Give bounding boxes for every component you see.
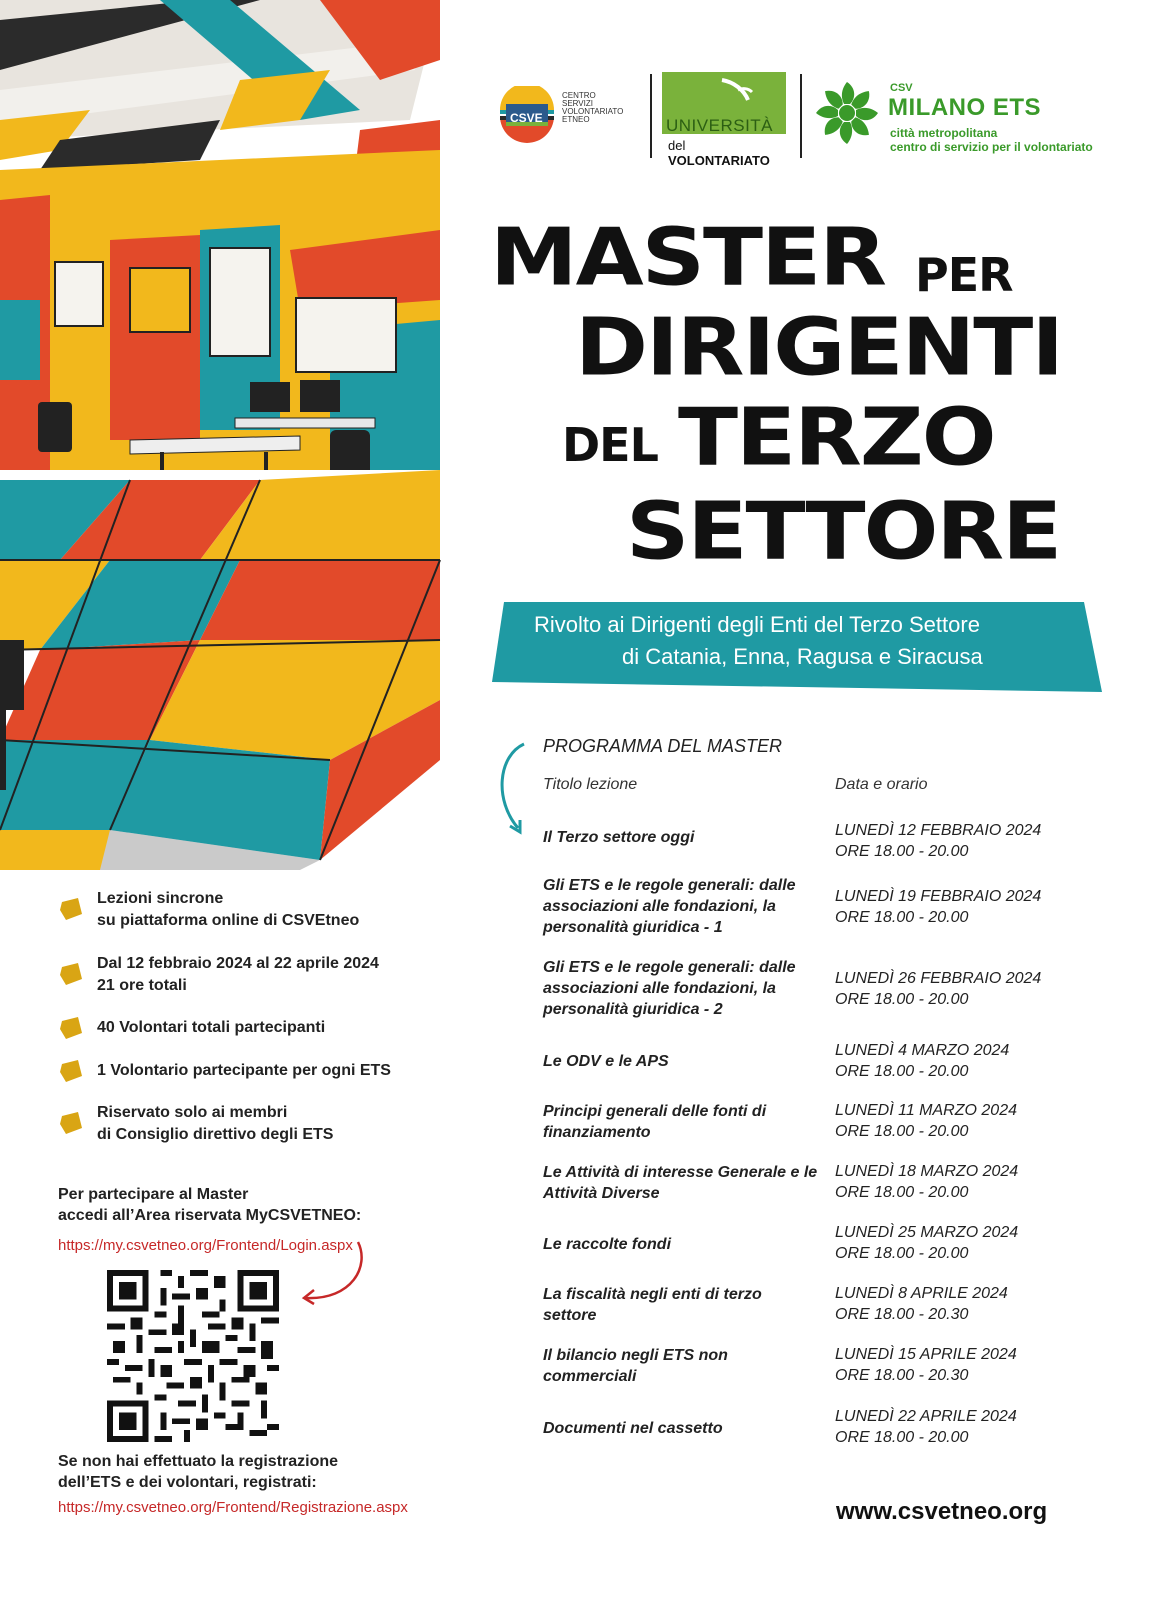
list-item-text [97, 888, 359, 932]
list-item-text [97, 1017, 325, 1039]
csve-line: SERVIZI [562, 99, 593, 108]
registration-instructions [58, 1451, 478, 1493]
lesson-date: LUNEDÌ 18 MARZO 2024 [835, 1163, 1019, 1180]
column-header-date: Data e orario [835, 776, 928, 793]
lesson-datetime [835, 1344, 1105, 1386]
list-item-line: 40 Volontari totali partecipanti [97, 1019, 326, 1036]
audience-banner [490, 598, 1106, 696]
list-item-line: di Consiglio direttivo degli ETS [97, 1126, 334, 1143]
csv-small: CSV [890, 82, 913, 94]
universita-subword [668, 138, 790, 168]
csve-short: CSVE [510, 111, 543, 125]
lesson-datetime [835, 1222, 1105, 1264]
lesson-time: ORE 18.00 - 20.00 [835, 843, 969, 860]
logo-divider [650, 74, 652, 158]
lesson-title: Il Terzo settore oggi [543, 828, 695, 846]
gold-bullet-icon [58, 1015, 84, 1041]
lesson-time: ORE 18.00 - 20.00 [835, 1429, 969, 1446]
csve-line: CENTRO [562, 91, 596, 100]
lesson-time: ORE 18.00 - 20.00 [835, 1184, 969, 1201]
universita-logo [662, 72, 790, 168]
lesson-time: ORE 18.00 - 20.00 [835, 909, 969, 926]
red-arrow-icon [292, 1236, 372, 1306]
banner-line-2: di Catania, Enna, Ragusa e Siracusa [622, 644, 983, 669]
banner-line-1: Rivolto ai Dirigenti degli Enti del Terzo Settore [534, 612, 980, 637]
list-item-text [97, 953, 379, 997]
universita-bold: VOLONTARIATO [668, 153, 770, 168]
title-word-dirigenti: DIRIGENTI [575, 300, 1063, 394]
partner-logos [490, 72, 1130, 168]
lesson-title: Le raccolte fondi [543, 1235, 672, 1253]
title-word-master: MASTER [490, 210, 885, 304]
column-header-title: Titolo lezione [543, 776, 638, 793]
lesson-date: LUNEDÌ 25 MARZO 2024 [835, 1224, 1019, 1241]
lesson-title: Le ODV e le APS [543, 1052, 669, 1070]
csv-big: MILANO ETS [888, 94, 1041, 121]
logo-divider [800, 74, 802, 158]
registration-line-1: Se non hai effettuato la registrazione [58, 1453, 339, 1470]
lesson-time: ORE 18.00 - 20.00 [835, 991, 969, 1008]
csv-tagline-1: città metropolitana [890, 126, 998, 140]
list-item-line: Riservato solo ai membri [97, 1104, 288, 1121]
list-item-line: 21 ore totali [97, 977, 187, 994]
lesson-time: ORE 18.00 - 20.00 [835, 1245, 969, 1262]
lesson-date: LUNEDÌ 11 MARZO 2024 [835, 1102, 1017, 1119]
lesson-time: ORE 18.00 - 20.30 [835, 1306, 969, 1323]
lesson-title: Il bilancio negli ETS non commerciali [543, 1347, 728, 1385]
access-line-1: Per partecipare al Master [58, 1186, 249, 1203]
list-item-text [97, 1060, 391, 1082]
csve-line: VOLONTARIATO [562, 107, 624, 116]
title-word-terzo: TERZO [678, 390, 995, 484]
access-instructions [58, 1184, 478, 1226]
lesson-datetime [835, 820, 1105, 862]
lesson-date: LUNEDÌ 15 APRILE 2024 [835, 1346, 1017, 1363]
gold-bullet-icon [58, 1058, 84, 1084]
list-item-line: Lezioni sincrone [97, 890, 224, 907]
lesson-title: Gli ETS e le regole generali: dalle associazioni alle fondazioni, la personalità giuridica - 1 [543, 876, 796, 936]
lesson-date: LUNEDÌ 22 APRILE 2024 [835, 1408, 1017, 1425]
lesson-time: ORE 18.00 - 20.30 [835, 1367, 969, 1384]
registration-link[interactable]: https://my.csvetneo.org/Frontend/Registrazione.aspx [58, 1499, 408, 1516]
title-word-settore: SETTORE [626, 484, 1061, 578]
csve-logo [496, 80, 636, 152]
login-link[interactable]: https://my.csvetneo.org/Frontend/Login.aspx [58, 1237, 353, 1254]
title-word-per: PER [915, 248, 1013, 302]
gold-bullet-icon [58, 896, 84, 922]
lesson-date: LUNEDÌ 12 FEBBRAIO 2024 [835, 822, 1042, 839]
lesson-datetime [835, 1406, 1105, 1448]
lesson-date: LUNEDÌ 19 FEBBRAIO 2024 [835, 888, 1042, 905]
lesson-datetime [835, 1161, 1105, 1203]
csv-tagline-2: centro di servizio per il volontariato [890, 140, 1093, 154]
lesson-date: LUNEDÌ 26 FEBBRAIO 2024 [835, 970, 1042, 987]
lesson-title: Le Attività di interesse Generale e le Attività Diverse [543, 1164, 818, 1202]
lesson-title: La fiscalità negli enti di terzo settore [543, 1286, 762, 1324]
qr-code[interactable] [107, 1270, 279, 1442]
csv-milano-emblem [812, 78, 882, 148]
csve-line: ETNEO [562, 115, 590, 124]
lesson-date: LUNEDÌ 4 MARZO 2024 [835, 1042, 1010, 1059]
list-item-line: 1 Volontario partecipante per ogni ETS [97, 1062, 391, 1079]
lesson-date: LUNEDÌ 8 APRILE 2024 [835, 1285, 1008, 1302]
program-heading: PROGRAMMA DEL MASTER [543, 736, 783, 756]
lesson-datetime [835, 886, 1105, 928]
lesson-title: Principi generali delle fonti di finanziamento [543, 1103, 767, 1141]
registration-line-2: dell’ETS e dei volontari, registrati: [58, 1474, 317, 1491]
universita-prefix: del [668, 138, 686, 153]
lesson-datetime [835, 968, 1105, 1010]
title-word-del: DEL [562, 418, 658, 472]
universita-word: UNIVERSITÀ [666, 116, 774, 135]
list-item-line: Dal 12 febbraio 2024 al 22 aprile 2024 [97, 955, 379, 972]
lesson-title: Documenti nel cassetto [543, 1419, 723, 1437]
gold-bullet-icon [58, 961, 84, 987]
curved-arrow-icon [488, 740, 538, 840]
lesson-datetime [835, 1040, 1105, 1082]
office-illustration [0, 0, 445, 870]
lesson-datetime [835, 1283, 1105, 1325]
csv-milano-logo [812, 74, 1132, 160]
access-line-2: accedi all’Area riservata MyCSVETNEO: [58, 1207, 362, 1224]
lesson-datetime [835, 1100, 1105, 1142]
list-item-text [97, 1102, 333, 1146]
lesson-time: ORE 18.00 - 20.00 [835, 1123, 969, 1140]
gold-bullet-icon [58, 1110, 84, 1136]
list-item-line: su piattaforma online di CSVEtneo [97, 912, 360, 929]
website-url[interactable]: www.csvetneo.org [836, 1498, 1048, 1525]
lesson-title: Gli ETS e le regole generali: dalle associazioni alle fondazioni, la personalità giuridica - 2 [543, 958, 796, 1018]
lesson-time: ORE 18.00 - 20.00 [835, 1063, 969, 1080]
